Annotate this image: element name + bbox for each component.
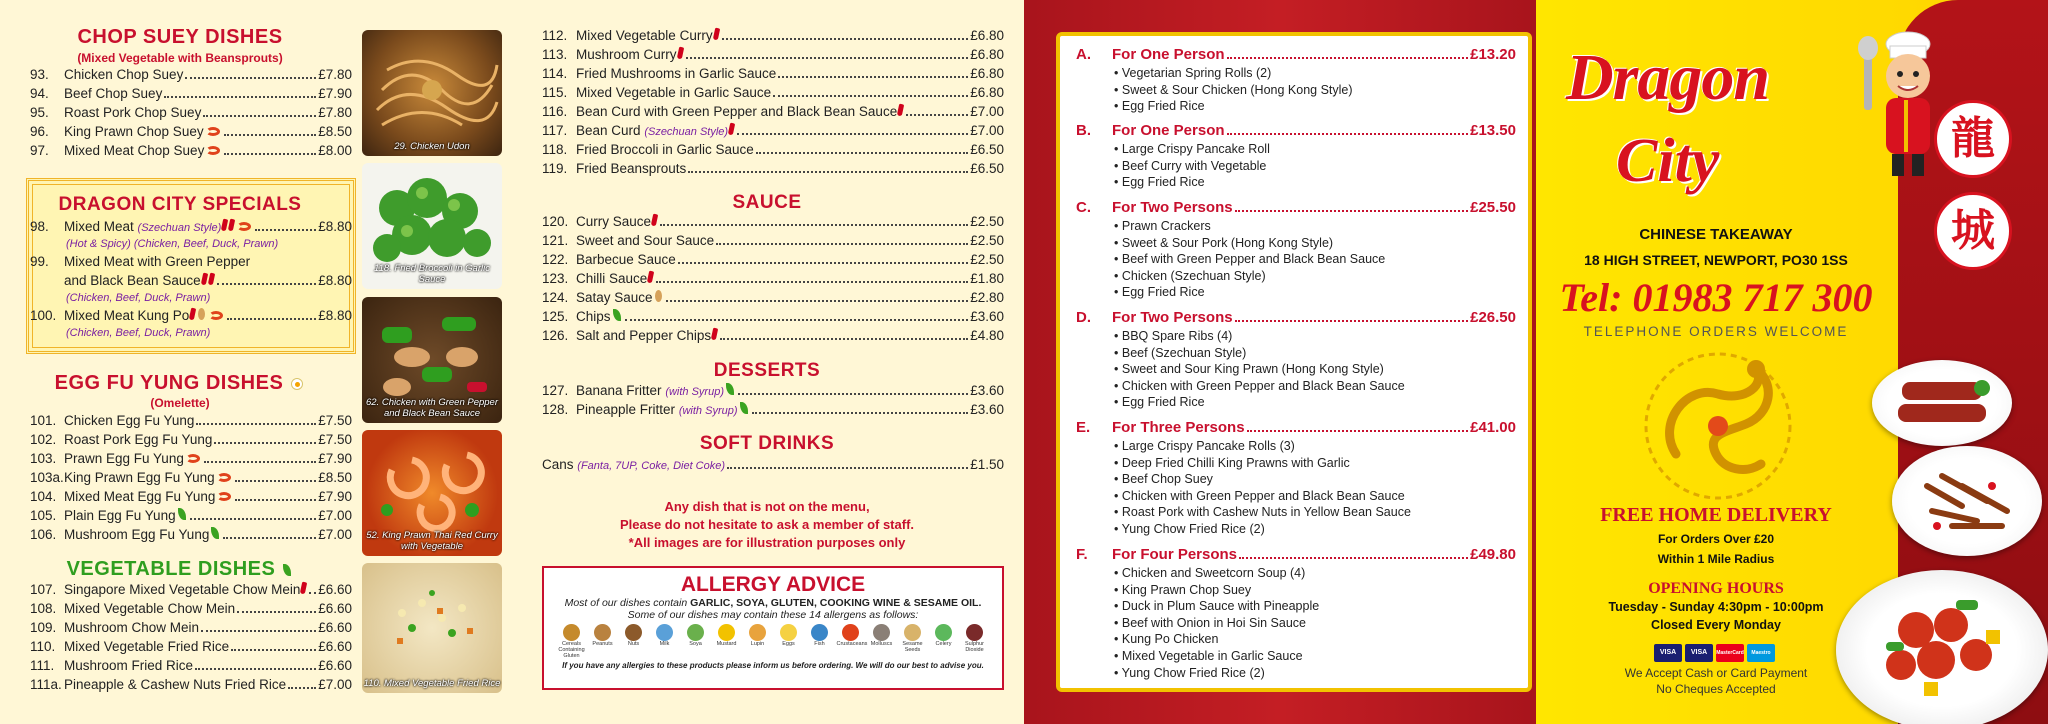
soft-drinks-title: SOFT DRINKS: [699, 433, 835, 454]
item-note: (Chicken, Beef, Duck, Prawn): [66, 327, 211, 339]
food-photo: [362, 163, 502, 289]
dish-photo: [1836, 570, 2048, 724]
chef-mascot-icon: [1858, 30, 1956, 190]
menu-item: 93. Chicken Chop Suey £7.80: [30, 67, 352, 82]
chop-suey-subtitle: (Mixed Vegetable with Beansprouts): [77, 51, 283, 65]
chili-icon: [712, 28, 719, 41]
menu-item: 105. Plain Egg Fu Yung £7.00: [30, 508, 352, 523]
nut-icon: [198, 308, 205, 320]
set-meal-item: • Sweet and Sour King Prawn (Hong Kong Style): [1076, 362, 1516, 379]
prawn-icon: [206, 127, 220, 136]
payment-card-icon: MasterCard: [1716, 644, 1744, 662]
menu-item: 111a. Pineapple & Cashew Nuts Fried Rice £7.00: [30, 677, 352, 692]
allergen-icon: [935, 624, 952, 641]
menu-item: 99. Mixed Meat with Green Pepper: [30, 254, 251, 269]
notice-line: *All images are for illustration purposes only: [628, 535, 906, 550]
menu-item: 101. Chicken Egg Fu Yung £7.50: [30, 413, 352, 428]
menu-item: 96. King Prawn Chop Suey £8.50: [30, 124, 352, 139]
shredded-beef-illustration: [1892, 446, 2042, 556]
allergen-icon: [687, 624, 704, 641]
dish-photo: [1872, 360, 2012, 446]
sweet-sour-chicken-illustration: [1836, 570, 2048, 724]
menu-item: 98. Mixed Meat (Szechuan Style) £8.80: [30, 219, 352, 234]
chinese-character-dragon: 龍: [1934, 100, 2012, 178]
chili-icon: [189, 308, 196, 321]
menu-item: 123. Chilli Sauce £1.80: [542, 271, 1004, 286]
vegetarian-icon: [740, 402, 748, 414]
prawn-icon: [217, 473, 231, 482]
allergen-label: Cereals Containing Gluten: [558, 641, 585, 659]
allergen-item: [930, 624, 958, 659]
vegetarian-icon: [211, 527, 219, 539]
menu-item: 119. Fried Beansprouts £6.50: [542, 161, 1004, 176]
allergen-item: [744, 624, 772, 659]
egg-fu-yung-title: EGG FU YUNG DISHES: [0, 372, 360, 395]
chili-icon: [651, 214, 658, 227]
allergen-icon: [811, 624, 828, 641]
allergen-item: [589, 624, 617, 659]
allergen-icon: [842, 624, 859, 641]
menu-item: 125. Chips £3.60: [542, 309, 1004, 324]
vegetarian-icon: [283, 564, 291, 576]
allergen-icon: [966, 624, 983, 641]
allergen-label: Molluscs: [870, 641, 893, 647]
allergen-icons: [544, 624, 1002, 659]
set-meal-item: • Chicken and Sweetcorn Soup (4): [1076, 566, 1516, 583]
egg-fu-yung-list: [30, 413, 352, 546]
spare-ribs-illustration: [1872, 360, 2012, 446]
set-meal-item: • Roast Pork with Cashew Nuts in Yellow Bean Sauce: [1076, 505, 1516, 522]
menu-item: 121. Sweet and Sour Sauce £2.50: [542, 233, 1004, 248]
payment-card-icon: VISA: [1654, 644, 1682, 662]
set-meal-header: F. For Four Persons £49.80: [1076, 546, 1516, 563]
allergen-label: Crustaceans: [836, 641, 868, 647]
menu-item: 122. Barbecue Sauce £2.50: [542, 252, 1004, 267]
photo-caption: 62. Chicken with Green Pepper and Black Bean Sauce: [365, 397, 499, 419]
telephone-number: Tel: 01983 717 300: [1559, 275, 1873, 320]
allergen-label: Lupin: [750, 641, 765, 647]
set-meal-item: • King Prawn Chop Suey: [1076, 583, 1516, 600]
menu-item: 127. Banana Fritter (with Syrup) £3.60: [542, 383, 1004, 398]
notice-line: Any dish that is not on the menu,: [664, 499, 870, 514]
menu-item: 109. Mushroom Chow Mein £6.60: [30, 620, 352, 635]
telephone-note: TELEPHONE ORDERS WELCOME: [1583, 324, 1849, 339]
allergen-icon: [563, 624, 580, 641]
set-meal-item: • Egg Fried Rice: [1076, 175, 1516, 192]
menu-panel-2: [510, 0, 1024, 724]
allergen-item: [775, 624, 803, 659]
allergen-label: Nuts: [627, 641, 640, 647]
allergen-label: Soya: [689, 641, 702, 647]
set-meal-item: • Mixed Vegetable in Garlic Sauce: [1076, 649, 1516, 666]
closed-day: Closed Every Monday: [1651, 618, 1781, 632]
set-meal-item: • Sweet & Sour Chicken (Hong Kong Style): [1076, 83, 1516, 100]
set-meal-item: • Duck in Plum Sauce with Pineapple: [1076, 599, 1516, 616]
noodles-illustration: [362, 30, 502, 156]
menu-item: 112. Mixed Vegetable Curry £6.80: [542, 28, 1004, 43]
logo-city: City: [1616, 127, 1720, 195]
set-meal-item: • Beef Curry with Vegetable: [1076, 159, 1516, 176]
set-meal-item: • Egg Fried Rice: [1076, 395, 1516, 412]
dish-photo: [1892, 446, 2042, 556]
item-note: (Hot & Spicy) (Chicken, Beef, Duck, Prawn): [66, 238, 279, 250]
nut-icon: [655, 290, 662, 302]
menu-item: 128. Pineapple Fritter (with Syrup) £3.60: [542, 402, 1004, 417]
set-meal-item: • Beef with Onion in Hoi Sin Sauce: [1076, 616, 1516, 633]
menu-item: 103. Prawn Egg Fu Yung £7.90: [30, 451, 352, 466]
menu-item: 103a. King Prawn Egg Fu Yung £8.50: [30, 470, 352, 485]
photo-caption: 29. Chicken Udon: [394, 141, 470, 152]
vegetarian-icon: [726, 383, 734, 395]
set-meals-box: [1056, 32, 1532, 692]
egg-icon: [291, 378, 303, 390]
chili-icon: [711, 328, 718, 341]
logo-dragon: Dragon: [1566, 41, 1770, 114]
allergen-label: Peanuts: [592, 641, 613, 647]
payment-card-icon: Maestro: [1747, 644, 1775, 662]
allergen-icon: [780, 624, 797, 641]
menu-item: 107. Singapore Mixed Vegetable Chow Mein £6.60: [30, 582, 352, 597]
chop-suey-list: [30, 67, 352, 162]
set-meal-item: • Yung Chow Fried Rice (2): [1076, 522, 1516, 539]
set-meal-item: • Chicken with Green Pepper and Black Bean Sauce: [1076, 379, 1516, 396]
desserts-title: DESSERTS: [713, 360, 821, 381]
fried-rice-illustration: [362, 563, 502, 693]
set-meal-item: • Egg Fried Rice: [1076, 99, 1516, 116]
set-meal: [1076, 419, 1516, 539]
tagline: CHINESE TAKEAWAY: [1639, 226, 1793, 243]
allergen-icon: [656, 624, 673, 641]
allergen-item: [651, 624, 679, 659]
menu-item: 118. Fried Broccoli in Garlic Sauce £6.50: [542, 142, 1004, 157]
allergen-item: [961, 624, 989, 659]
set-meal-header: C. For Two Persons £25.50: [1076, 199, 1516, 216]
sauce-list: [542, 214, 1004, 347]
allergy-title: ALLERGY ADVICE: [680, 573, 866, 596]
menu-item: 94. Beef Chop Suey £7.90: [30, 86, 352, 101]
allergen-label: Milk: [659, 641, 670, 647]
allergen-item: [806, 624, 834, 659]
specials-title: DRAGON CITY SPECIALS: [58, 194, 302, 215]
set-meal: [1076, 309, 1516, 412]
allergy-advice-box: [542, 566, 1004, 690]
allergen-label: Sesame Seeds: [902, 641, 923, 653]
opening-hours-title: OPENING HOURS: [1648, 580, 1784, 597]
chili-icon: [647, 271, 654, 284]
set-meal-item: • Kung Po Chicken: [1076, 632, 1516, 649]
menu-item: 104. Mixed Meat Egg Fu Yung £7.90: [30, 489, 352, 504]
menu-item: 114. Fried Mushrooms in Garlic Sauce £6.80: [542, 66, 1004, 81]
payment-card-icon: VISA: [1685, 644, 1713, 662]
payment-note: We Accept Cash or Card Payment: [1624, 666, 1808, 680]
menu-item: Cans (Fanta, 7UP, Coke, Diet Coke) £1.50: [542, 457, 1004, 472]
chili-icon: [728, 123, 735, 136]
food-photo: [362, 563, 502, 693]
vegetable-title: VEGETABLE DISHES: [0, 558, 360, 581]
allergen-label: Eggs: [782, 641, 795, 647]
vegetable-list: [30, 582, 352, 696]
food-photo: [362, 297, 502, 423]
free-delivery-title: FREE HOME DELIVERY: [1600, 504, 1832, 526]
chili-icon: [228, 219, 235, 232]
allergen-icon: [873, 624, 890, 641]
set-meals-panel: [1024, 0, 1536, 724]
photo-caption: 52. King Prawn Thai Red Curry with Vegetable: [366, 530, 498, 552]
set-meal-item: • Sweet & Sour Pork (Hong Kong Style): [1076, 236, 1516, 253]
chop-suey-title: CHOP SUEY DISHES: [77, 26, 283, 48]
set-meal-item: • Chicken with Green Pepper and Black Bean Sauce: [1076, 489, 1516, 506]
payment-card-icons: [1654, 644, 1778, 662]
set-meal-item: • Large Crispy Pancake Roll: [1076, 142, 1516, 159]
allergen-label: Celery: [935, 641, 952, 647]
menu-item: 111. Mushroom Fried Rice £6.60: [30, 658, 352, 673]
chili-icon: [207, 273, 214, 286]
allergen-item: [713, 624, 741, 659]
allergen-label: Sulphur Dioxide: [965, 641, 984, 653]
payment-note: No Cheques Accepted: [1656, 682, 1776, 696]
specials-list: [30, 219, 352, 343]
photo-caption: 118. Fried Broccoli in Garlic Sauce: [374, 263, 490, 285]
set-meal: [1076, 546, 1516, 682]
delivery-condition: Within 1 Mile Radius: [1657, 552, 1775, 566]
chili-icon: [897, 104, 904, 117]
sauce-title: SAUCE: [732, 192, 802, 213]
soft-drinks-list: [542, 457, 1004, 476]
prawn-icon: [217, 492, 231, 501]
menu-panel-1: [0, 0, 510, 724]
set-meal-item: • Egg Fried Rice: [1076, 285, 1516, 302]
menu-notice: [510, 498, 1024, 552]
set-meal-item: • Yung Chow Fried Rice (2): [1076, 666, 1516, 683]
allergy-text: Some of our dishes may contain these 14 allergens as follows:: [627, 609, 919, 621]
allergen-item: [558, 624, 586, 659]
food-photo: [362, 430, 502, 556]
food-photo: [362, 30, 502, 156]
allergy-footer: If you have any allergies to these products please inform us before ordering. We will do our best to advise you.: [562, 661, 984, 670]
cover-panel: [1536, 0, 2048, 724]
menu-item: 116. Bean Curd with Green Pepper and Black Bean Sauce £7.00: [542, 104, 1004, 119]
prawn-icon: [206, 146, 220, 155]
egg-fu-yung-subtitle: (Omelette): [150, 396, 210, 410]
set-meal-item: • Chicken (Szechuan Style): [1076, 269, 1516, 286]
allergen-item: [868, 624, 896, 659]
chili-icon: [200, 273, 207, 286]
set-meal-header: B. For One Person £13.50: [1076, 122, 1516, 139]
vegetarian-icon: [613, 309, 621, 321]
set-meal-item: • Beef (Szechuan Style): [1076, 346, 1516, 363]
allergen-item: [682, 624, 710, 659]
set-meal-item: • Deep Fried Chilli King Prawns with Garlic: [1076, 456, 1516, 473]
set-meal-item: • Prawn Crackers: [1076, 219, 1516, 236]
set-meal-item: • Beef with Green Pepper and Black Bean Sauce: [1076, 252, 1516, 269]
set-meal-item: • Beef Chop Suey: [1076, 472, 1516, 489]
vegetable-list-cont: [542, 28, 1004, 180]
menu-item-cont: and Black Bean Sauce £8.80: [64, 273, 352, 288]
allergy-text: Most of our dishes contain GARLIC, SOYA, GLUTEN, COOKING WINE & SESAME OIL.: [564, 597, 982, 609]
allergen-icon: [904, 624, 921, 641]
prawn-icon: [209, 311, 223, 320]
chili-icon: [676, 47, 683, 60]
set-meal-item: • Vegetarian Spring Rolls (2): [1076, 66, 1516, 83]
allergen-icon: [625, 624, 642, 641]
set-meal-item: • BBQ Spare Ribs (4): [1076, 329, 1516, 346]
allergen-item: [620, 624, 648, 659]
allergen-item: [899, 624, 927, 659]
menu-item: 117. Bean Curd (Szechuan Style) £7.00: [542, 123, 1004, 138]
allergen-label: Fish: [814, 641, 825, 647]
vegetarian-icon: [178, 508, 186, 520]
photo-caption: 110. Mixed Vegetable Fried Rice: [363, 678, 501, 689]
desserts-list: [542, 383, 1004, 421]
allergen-item: [836, 624, 868, 659]
menu-item: 113. Mushroom Curry £6.80: [542, 47, 1004, 62]
menu-item: 120. Curry Sauce £2.50: [542, 214, 1004, 229]
menu-item: 126. Salt and Pepper Chips £4.80: [542, 328, 1004, 343]
set-meal: [1076, 199, 1516, 302]
chinese-character-city: 城: [1934, 192, 2012, 270]
delivery-condition: For Orders Over £20: [1657, 532, 1775, 546]
address: 18 HIGH STREET, NEWPORT, PO30 1SS: [1584, 252, 1848, 268]
menu-item: 124. Satay Sauce £2.80: [542, 290, 1004, 305]
prawn-icon: [237, 222, 251, 231]
set-meal-header: A. For One Person £13.20: [1076, 46, 1516, 63]
set-meal-header: E. For Three Persons £41.00: [1076, 419, 1516, 436]
menu-item: 95. Roast Pork Chop Suey £7.80: [30, 105, 352, 120]
allergen-label: Mustard: [716, 641, 737, 647]
chili-icon: [300, 582, 307, 595]
item-note: (Chicken, Beef, Duck, Prawn): [66, 292, 211, 304]
menu-item: 115. Mixed Vegetable in Garlic Sauce £6.80: [542, 85, 1004, 100]
allergen-icon: [594, 624, 611, 641]
menu-item: 106. Mushroom Egg Fu Yung £7.00: [30, 527, 352, 542]
golden-dragon-icon: [1636, 344, 1800, 508]
menu-item: 97. Mixed Meat Chop Suey £8.00: [30, 143, 352, 158]
set-meal-item: • Large Crispy Pancake Rolls (3): [1076, 439, 1516, 456]
set-meal-header: D. For Two Persons £26.50: [1076, 309, 1516, 326]
notice-line: Please do not hesitate to ask a member of staff.: [619, 517, 915, 532]
allergen-icon: [718, 624, 735, 641]
prawn-icon: [186, 454, 200, 463]
menu-item: 110. Mixed Vegetable Fried Rice £6.60: [30, 639, 352, 654]
menu-item: 102. Roast Pork Egg Fu Yung £7.50: [30, 432, 352, 447]
set-meal: [1076, 46, 1516, 116]
allergen-icon: [749, 624, 766, 641]
opening-hours: Tuesday - Sunday 4:30pm - 10:00pm: [1608, 600, 1824, 614]
set-meal: [1076, 122, 1516, 192]
menu-item: 100. Mixed Meat Kung Po £8.80: [30, 308, 352, 323]
menu-item: 108. Mixed Vegetable Chow Mein £6.60: [30, 601, 352, 616]
